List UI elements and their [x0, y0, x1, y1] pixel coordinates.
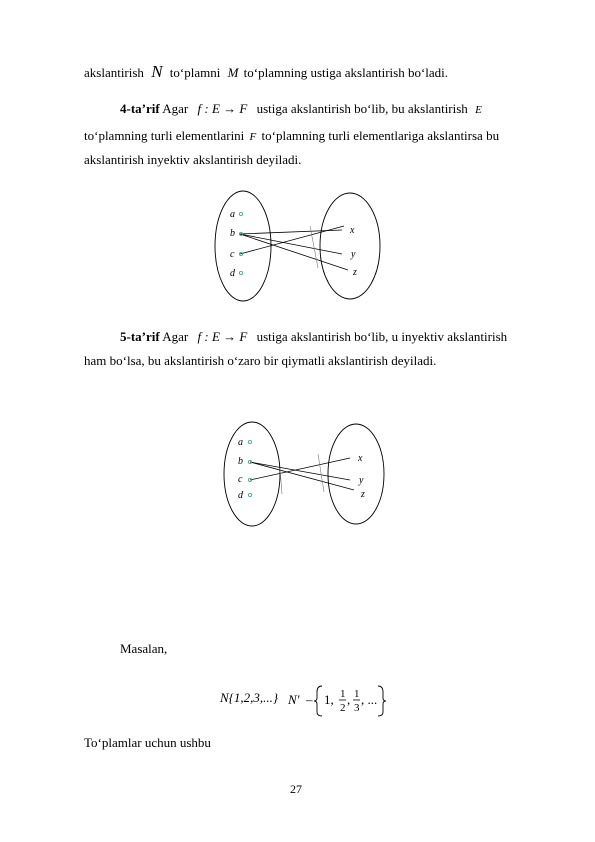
- d2-left-b: b: [238, 456, 243, 467]
- def4-line-2: [84, 128, 499, 145]
- d2-left-a: a: [238, 437, 243, 448]
- para1-line: [84, 64, 448, 81]
- symbol-m: M: [227, 65, 239, 80]
- d1-right-z: z: [353, 267, 357, 278]
- para1-text-1: akslantirish: [84, 65, 144, 80]
- def5-text-2: ustiga akslantirish bo‘lib, u inyektiv akslantirish: [256, 329, 508, 344]
- set-e-ellipse: [215, 191, 271, 301]
- d2-left-c: c: [238, 474, 243, 485]
- formula-set-nprime: [288, 680, 388, 720]
- symbol-n: N: [151, 62, 163, 81]
- d2-dot-d: [248, 493, 251, 496]
- set-e-ellipse-2: [224, 422, 280, 526]
- def4-text-2: ustiga akslantirish bo‘lib, bu akslantirish: [256, 101, 468, 116]
- frac-third-den: 3: [354, 702, 360, 714]
- para1-text-3: to‘plamning ustiga akslantirish bo‘ladi.: [243, 65, 449, 80]
- d2-right-z: z: [361, 489, 365, 500]
- def4-label: 4-ta’rif: [120, 101, 160, 116]
- def4-text-1: Agar: [162, 101, 189, 116]
- formula-set-n: N{1,2,3,...}: [220, 690, 279, 705]
- d1-left-b: b: [230, 228, 235, 239]
- d1-left-c: c: [230, 249, 235, 260]
- svg-text:1,: 1,: [324, 692, 334, 707]
- def5-line-2: [84, 353, 436, 369]
- def5-line2-text: ham bo‘lsa, bu akslantirish o‘zaro bir qiymatli akslantirish deyiladi.: [84, 353, 437, 368]
- svg-text:, ...: , ...: [361, 692, 378, 707]
- d1-left-d: d: [230, 268, 235, 279]
- d1-dot-d: [239, 271, 242, 274]
- def5-formula: f : E → F: [197, 329, 248, 344]
- svg-text:–: –: [306, 692, 313, 707]
- frac-half-num: 1: [340, 688, 346, 700]
- frac-third-num: 1: [354, 688, 360, 700]
- def4-formula: f : E → F: [197, 101, 248, 116]
- def4-line2-text-1: to‘plamning turli elementlarini: [84, 128, 245, 143]
- mapping-diagram-2: [220, 418, 395, 528]
- set-f-ellipse: [320, 193, 380, 299]
- svg-text:N′: N′: [288, 692, 300, 707]
- d2-left-d: d: [238, 490, 243, 501]
- para1-text-2: to‘plamni: [169, 65, 221, 80]
- def5-line-1: [120, 329, 507, 345]
- def4-line2-text-2: to‘plamning turli elementlariga akslantirsa bu: [261, 128, 500, 143]
- page-number: 27: [290, 782, 302, 796]
- mapping-diagram-1: [210, 186, 390, 306]
- frac-half-den: 2: [340, 702, 346, 714]
- def4-symbol-e: E: [475, 104, 482, 116]
- def4-line-1: [120, 101, 482, 118]
- def5-label: 5-ta’rif: [120, 329, 160, 344]
- svg-text:,: ,: [347, 692, 351, 707]
- d2-right-x: x: [358, 453, 363, 464]
- d1-right-x: x: [350, 225, 355, 236]
- example-label: Masalan,: [120, 641, 168, 656]
- d1-left-a: a: [230, 209, 235, 220]
- example-formula: [220, 680, 390, 720]
- d1-right-y: y: [351, 249, 356, 260]
- def4-line3-text: akslantirish inyektiv akslantirish deyiladi.: [84, 152, 302, 167]
- def4-symbol-f: F: [249, 131, 257, 143]
- para-last: To‘plamlar uchun ushbu: [84, 735, 211, 750]
- set-f-ellipse-2: [328, 424, 384, 524]
- def5-text-1: Agar: [162, 329, 189, 344]
- d2-dot-a: [248, 440, 251, 443]
- d2-right-y: y: [359, 475, 364, 486]
- d1-dot-a: [239, 212, 242, 215]
- def4-line-3: [84, 152, 301, 168]
